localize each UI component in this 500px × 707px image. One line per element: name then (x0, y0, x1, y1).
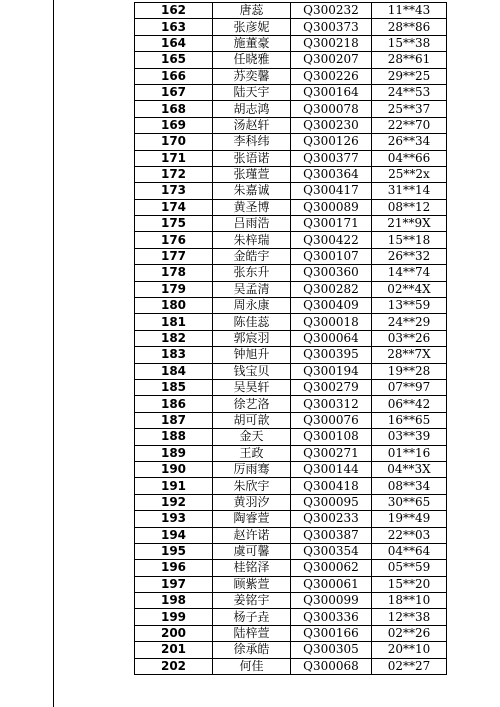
student-id: Q300018 (291, 314, 372, 330)
row-index: 173 (135, 183, 213, 199)
table-row (135, 232, 447, 248)
student-name: 朱嘉诚 (213, 183, 291, 199)
table-row (135, 298, 447, 314)
student-name: 陈佳蕊 (213, 314, 291, 330)
student-name: 黄羽汐 (213, 494, 291, 510)
masked-code: 01**16 (372, 445, 447, 461)
student-id: Q300364 (291, 166, 372, 182)
table-row (135, 642, 447, 658)
table-row (135, 543, 447, 559)
student-name: 张彦妮 (213, 19, 291, 35)
masked-code: 22**70 (372, 117, 447, 133)
table-row (135, 560, 447, 576)
masked-code: 28**86 (372, 19, 447, 35)
row-index: 198 (135, 593, 213, 609)
student-name: 桂铭泽 (213, 560, 291, 576)
masked-code: 11**43 (372, 3, 447, 19)
row-index: 193 (135, 511, 213, 527)
student-name: 陆梓萱 (213, 625, 291, 641)
table-row (135, 166, 447, 182)
student-id: Q300232 (291, 3, 372, 19)
masked-code: 06**42 (372, 396, 447, 412)
table-row (135, 478, 447, 494)
masked-code: 07**97 (372, 379, 447, 395)
masked-code: 15**20 (372, 576, 447, 592)
row-index: 201 (135, 642, 213, 658)
table-row (135, 412, 447, 428)
student-name: 黄圣博 (213, 199, 291, 215)
student-id: Q300068 (291, 658, 372, 674)
masked-code: 26**34 (372, 134, 447, 150)
student-id: Q300387 (291, 527, 372, 543)
student-id: Q300354 (291, 543, 372, 559)
row-index: 179 (135, 281, 213, 297)
table-row (135, 281, 447, 297)
table-row (135, 347, 447, 363)
table-row (135, 3, 447, 19)
student-id: Q300377 (291, 150, 372, 166)
row-index: 166 (135, 68, 213, 84)
row-index: 174 (135, 199, 213, 215)
student-name: 吴孟清 (213, 281, 291, 297)
student-name: 陶睿萱 (213, 511, 291, 527)
student-name: 施董豪 (213, 35, 291, 51)
table-row (135, 625, 447, 641)
student-name: 厉雨骞 (213, 461, 291, 477)
row-index: 186 (135, 396, 213, 412)
masked-code: 16**65 (372, 412, 447, 428)
row-index: 191 (135, 478, 213, 494)
masked-code: 04**3X (372, 461, 447, 477)
table-row (135, 35, 447, 51)
table-row (135, 461, 447, 477)
student-id: Q300107 (291, 248, 372, 264)
masked-code: 05**59 (372, 560, 447, 576)
table-row (135, 511, 447, 527)
masked-code: 19**28 (372, 363, 447, 379)
student-id: Q300395 (291, 347, 372, 363)
table-row (135, 134, 447, 150)
masked-code: 30**65 (372, 494, 447, 510)
student-name: 虞可馨 (213, 543, 291, 559)
table-row (135, 183, 447, 199)
student-id: Q300218 (291, 35, 372, 51)
student-id: Q300095 (291, 494, 372, 510)
masked-code: 08**12 (372, 199, 447, 215)
student-name: 张东升 (213, 265, 291, 281)
table-row (135, 314, 447, 330)
table-row (135, 609, 447, 625)
student-id: Q300171 (291, 216, 372, 232)
row-index: 196 (135, 560, 213, 576)
masked-code: 28**7X (372, 347, 447, 363)
masked-code: 25**37 (372, 101, 447, 117)
masked-code: 20**10 (372, 642, 447, 658)
row-index: 167 (135, 84, 213, 100)
row-index: 164 (135, 35, 213, 51)
student-name: 姜铭宇 (213, 593, 291, 609)
row-index: 181 (135, 314, 213, 330)
student-id: Q300373 (291, 19, 372, 35)
row-index: 183 (135, 347, 213, 363)
student-name: 苏奕馨 (213, 68, 291, 84)
student-id: Q300417 (291, 183, 372, 199)
page-border-line (53, 0, 54, 707)
masked-code: 02**4X (372, 281, 447, 297)
student-id: Q300194 (291, 363, 372, 379)
table-row (135, 429, 447, 445)
student-name: 王政 (213, 445, 291, 461)
table-row (135, 101, 447, 117)
table-row (135, 396, 447, 412)
student-id: Q300064 (291, 330, 372, 346)
student-id: Q300076 (291, 412, 372, 428)
table-row (135, 19, 447, 35)
table-row (135, 330, 447, 346)
row-index: 190 (135, 461, 213, 477)
student-name: 张瑾萱 (213, 166, 291, 182)
row-index: 189 (135, 445, 213, 461)
masked-code: 18**10 (372, 593, 447, 609)
row-index: 171 (135, 150, 213, 166)
student-name: 陆天宇 (213, 84, 291, 100)
student-id: Q300099 (291, 593, 372, 609)
table-row (135, 363, 447, 379)
student-name: 吕雨浩 (213, 216, 291, 232)
row-index: 200 (135, 625, 213, 641)
table-row (135, 527, 447, 543)
student-name: 赵许诺 (213, 527, 291, 543)
student-name: 徐艺洛 (213, 396, 291, 412)
masked-code: 14**74 (372, 265, 447, 281)
student-id: Q300312 (291, 396, 372, 412)
masked-code: 15**38 (372, 35, 447, 51)
row-index: 176 (135, 232, 213, 248)
student-name: 郭宸羽 (213, 330, 291, 346)
table-row (135, 84, 447, 100)
masked-code: 21**9X (372, 216, 447, 232)
masked-code: 29**25 (372, 68, 447, 84)
masked-code: 28**61 (372, 52, 447, 68)
masked-code: 24**29 (372, 314, 447, 330)
student-name: 李科纬 (213, 134, 291, 150)
masked-code: 13**59 (372, 298, 447, 314)
row-index: 192 (135, 494, 213, 510)
table-row (135, 494, 447, 510)
row-index: 172 (135, 166, 213, 182)
masked-code: 02**26 (372, 625, 447, 641)
student-id: Q300422 (291, 232, 372, 248)
row-index: 182 (135, 330, 213, 346)
student-id: Q300226 (291, 68, 372, 84)
masked-code: 08**34 (372, 478, 447, 494)
row-index: 184 (135, 363, 213, 379)
table-row (135, 379, 447, 395)
student-name: 何佳 (213, 658, 291, 674)
row-index: 199 (135, 609, 213, 625)
row-index: 177 (135, 248, 213, 264)
student-name: 胡可歆 (213, 412, 291, 428)
row-index: 162 (135, 3, 213, 19)
masked-code: 12**38 (372, 609, 447, 625)
row-index: 163 (135, 19, 213, 35)
student-id: Q300271 (291, 445, 372, 461)
student-id: Q300233 (291, 511, 372, 527)
student-name: 任晓雅 (213, 52, 291, 68)
masked-code: 31**14 (372, 183, 447, 199)
table-row (135, 576, 447, 592)
row-index: 197 (135, 576, 213, 592)
student-id: Q300144 (291, 461, 372, 477)
student-roster-table (134, 2, 447, 675)
student-id: Q300360 (291, 265, 372, 281)
student-name: 汤赵轩 (213, 117, 291, 133)
student-name: 顾紫萱 (213, 576, 291, 592)
student-name: 金皓宇 (213, 248, 291, 264)
table-row (135, 117, 447, 133)
row-index: 175 (135, 216, 213, 232)
row-index: 168 (135, 101, 213, 117)
masked-code: 03**26 (372, 330, 447, 346)
student-id: Q300230 (291, 117, 372, 133)
student-id: Q300061 (291, 576, 372, 592)
masked-code: 04**64 (372, 543, 447, 559)
row-index: 195 (135, 543, 213, 559)
row-index: 187 (135, 412, 213, 428)
student-name: 朱梓瑞 (213, 232, 291, 248)
student-id: Q300108 (291, 429, 372, 445)
student-id: Q300164 (291, 84, 372, 100)
masked-code: 19**49 (372, 511, 447, 527)
student-id: Q300282 (291, 281, 372, 297)
table-row (135, 199, 447, 215)
masked-code: 03**39 (372, 429, 447, 445)
student-name: 唐蕊 (213, 3, 291, 19)
row-index: 165 (135, 52, 213, 68)
table-row (135, 658, 447, 674)
row-index: 180 (135, 298, 213, 314)
table-row (135, 248, 447, 264)
student-id: Q300336 (291, 609, 372, 625)
masked-code: 15**18 (372, 232, 447, 248)
masked-code: 04**66 (372, 150, 447, 166)
student-name: 吴昊轩 (213, 379, 291, 395)
student-name: 周永康 (213, 298, 291, 314)
table-row (135, 265, 447, 281)
roster-body (135, 3, 447, 675)
table-row (135, 150, 447, 166)
student-name: 张语诺 (213, 150, 291, 166)
table-row (135, 68, 447, 84)
table-row (135, 593, 447, 609)
student-name: 金天 (213, 429, 291, 445)
student-id: Q300062 (291, 560, 372, 576)
row-index: 170 (135, 134, 213, 150)
student-name: 朱欣宇 (213, 478, 291, 494)
row-index: 178 (135, 265, 213, 281)
table-row (135, 445, 447, 461)
student-id: Q300126 (291, 134, 372, 150)
masked-code: 24**53 (372, 84, 447, 100)
row-index: 202 (135, 658, 213, 674)
row-index: 185 (135, 379, 213, 395)
table-row (135, 216, 447, 232)
student-id: Q300418 (291, 478, 372, 494)
masked-code: 02**27 (372, 658, 447, 674)
masked-code: 22**03 (372, 527, 447, 543)
student-name: 杨子垚 (213, 609, 291, 625)
student-name: 钱宝贝 (213, 363, 291, 379)
student-id: Q300207 (291, 52, 372, 68)
student-id: Q300305 (291, 642, 372, 658)
student-id: Q300089 (291, 199, 372, 215)
masked-code: 25**2x (372, 166, 447, 182)
student-id: Q300279 (291, 379, 372, 395)
student-name: 徐承皓 (213, 642, 291, 658)
row-index: 188 (135, 429, 213, 445)
student-id: Q300409 (291, 298, 372, 314)
row-index: 169 (135, 117, 213, 133)
student-id: Q300078 (291, 101, 372, 117)
table-row (135, 52, 447, 68)
student-name: 胡志鸿 (213, 101, 291, 117)
row-index: 194 (135, 527, 213, 543)
student-id: Q300166 (291, 625, 372, 641)
masked-code: 26**32 (372, 248, 447, 264)
student-name: 钟旭升 (213, 347, 291, 363)
